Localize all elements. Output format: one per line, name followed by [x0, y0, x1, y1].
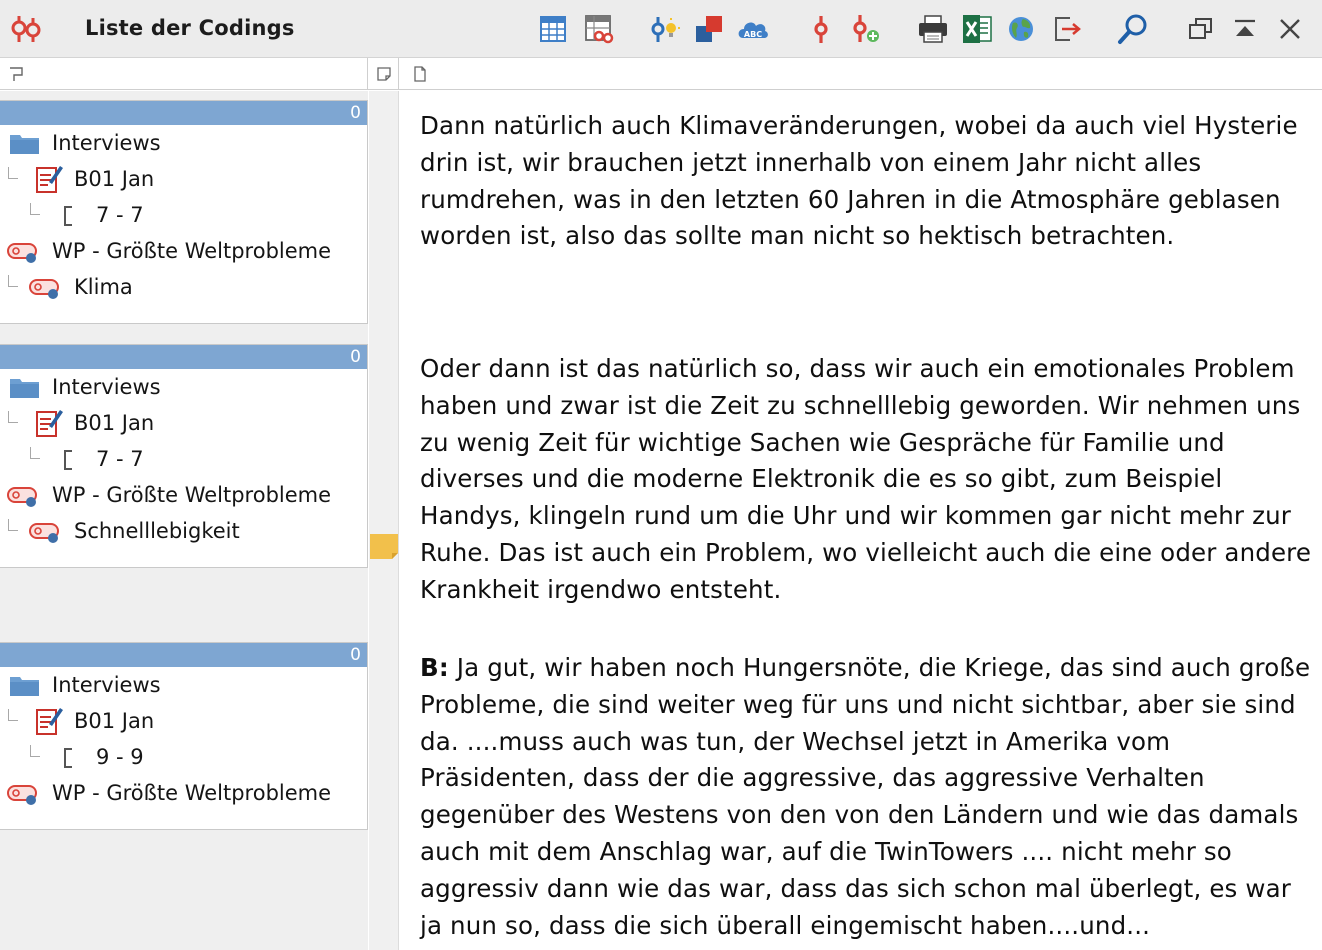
table-codes-button[interactable]	[582, 12, 616, 46]
overlap-squares-icon	[692, 12, 726, 46]
code-tag-icon	[29, 276, 61, 300]
folder-row	[0, 667, 367, 703]
overlap-button[interactable]	[692, 12, 726, 46]
folder-row	[0, 125, 367, 161]
folder-label: Interviews	[52, 375, 161, 399]
table-view-button[interactable]	[536, 12, 570, 46]
window-title: Liste der Codings	[85, 16, 295, 40]
segment-text: Dann natürlich auch Klimaveränderungen, wobei da auch viel Hysterie drin ist, wir brauchen jetzt innerhalb von einem Jahr nicht alles rumdrehen, was in den letzten 60 Jahren in die Atmosphäre geblasen worden ist, also das sollte man nicht so hektisch betrachten.	[420, 111, 1298, 251]
print-button[interactable]	[916, 12, 950, 46]
word-cloud-button[interactable]	[736, 12, 770, 46]
document-edit-icon	[33, 408, 65, 438]
add-code-button[interactable]	[848, 12, 882, 46]
search-icon	[1116, 12, 1150, 46]
segment-row	[0, 739, 367, 775]
subcode-row	[0, 513, 367, 549]
segment-row	[0, 441, 367, 477]
segment-bracket-icon	[64, 450, 72, 470]
memo-icon[interactable]	[370, 531, 398, 559]
document-edit-icon	[33, 706, 65, 736]
code-tag-icon	[7, 484, 39, 508]
document-row	[0, 161, 367, 197]
segment-text-body: Ja gut, wir haben noch Hungersnöte, die Kriege, das sind auch große Probleme, die sind weiter weg für uns und nicht sichtbar, aber sie sind da. ....muss auch was tun, der Wechsel jetzt in Amerika vom Präsidenten, dass der die aggressive, das aggressive Verhalten gegenüber des Westens von den von den Ländern und wie das damals auch mit dem Anschlag war, auf die TwinTowers .... nicht mehr so aggressiv dann wie das war, dass das sich schon mal überlegt, es war ja nun so, dass die sich überall eingemischt haben....und...	[420, 653, 1311, 940]
coding-weight-header: 0	[0, 643, 367, 667]
code-add-icon	[848, 12, 882, 46]
code-tag-icon	[29, 520, 61, 544]
subcode-label: Schnelllebigkeit	[74, 519, 240, 543]
document-row	[0, 703, 367, 739]
export-web-button[interactable]	[1004, 12, 1038, 46]
subcode-label: Klima	[74, 275, 133, 299]
parent-code-row	[0, 477, 367, 513]
excel-icon	[960, 12, 994, 46]
coding-list-panel	[0, 91, 368, 950]
highlight-button[interactable]	[648, 12, 682, 46]
folder-icon	[9, 376, 41, 400]
coding-filter-field[interactable]	[0, 58, 368, 90]
table-icon	[536, 12, 570, 46]
search-button[interactable]	[1116, 12, 1150, 46]
folder-row	[0, 369, 367, 405]
parent-code-label: WP - Größte Weltprobleme	[52, 483, 332, 507]
segment-row	[0, 197, 367, 233]
segment-range: 9 - 9	[96, 745, 144, 769]
document-row	[0, 405, 367, 441]
close-icon	[1273, 12, 1307, 46]
title-bar	[0, 0, 1322, 58]
minimize-panel-button[interactable]	[1228, 12, 1262, 46]
folder-label: Interviews	[52, 131, 161, 155]
folder-icon	[9, 674, 41, 698]
segment-bracket-icon	[64, 748, 72, 768]
parent-code-label: WP - Größte Weltprobleme	[52, 781, 332, 805]
undock-button[interactable]	[1184, 12, 1218, 46]
memo-filter-field[interactable]	[369, 58, 399, 90]
memo-gutter	[369, 91, 399, 950]
table-codes-icon	[582, 12, 616, 46]
text-filter-field[interactable]	[400, 58, 1322, 90]
segment-bracket-icon	[64, 206, 72, 226]
document-label: B01 Jan	[74, 709, 155, 733]
parent-code-row	[0, 233, 367, 269]
segment-range: 7 - 7	[96, 447, 144, 471]
filter-row	[0, 58, 1322, 90]
coding-card[interactable]	[0, 100, 368, 324]
export-excel-button[interactable]	[960, 12, 994, 46]
app-codings-icon	[10, 14, 42, 44]
printer-icon	[916, 12, 950, 46]
folder-icon	[9, 132, 41, 156]
globe-icon	[1004, 12, 1038, 46]
speaker-label: B:	[420, 653, 449, 682]
folder-label: Interviews	[52, 673, 161, 697]
memo-outline-icon	[376, 66, 392, 82]
export-arrow-icon	[1050, 12, 1084, 46]
segment-text: Oder dann ist das natürlich so, dass wir auch ein emotionales Problem haben und zwar ist die Zeit zu schnelllebig geworden. Wir nehmen uns zu wenig Zeit für wichtige Sachen wie Gespräche für Familie und diverses und die moderne Elektronik die es so gibt, zum Beispiel Handys, klingeln rund um die Uhr und wir kommen gar nicht mehr zur Ruhe. Das ist auch ein Problem, wo vielleicht auch die eine oder andere Krankheit irgendwo entsteht.	[420, 354, 1312, 604]
document-outline-icon	[412, 66, 428, 82]
coded-text-pane[interactable]	[400, 91, 1322, 950]
parent-code-label: WP - Größte Weltprobleme	[52, 239, 332, 263]
segment-text	[420, 650, 1315, 944]
subcode-row	[0, 269, 367, 305]
coding-card[interactable]	[0, 642, 368, 830]
code-button[interactable]	[804, 12, 838, 46]
document-edit-icon	[33, 164, 65, 194]
code-tag-icon	[7, 240, 39, 264]
coding-weight-header: 0	[0, 345, 367, 369]
flag-icon	[8, 66, 24, 82]
code-tag-icon	[7, 782, 39, 806]
window-undock-icon	[1184, 12, 1218, 46]
segment-range: 7 - 7	[96, 203, 144, 227]
collapse-up-icon	[1228, 12, 1262, 46]
document-label: B01 Jan	[74, 411, 155, 435]
svg-text:ABC: ABC	[743, 30, 763, 39]
coding-card[interactable]	[0, 344, 368, 568]
export-button[interactable]	[1050, 12, 1084, 46]
abc-cloud-icon	[736, 12, 770, 46]
lightbulb-code-icon	[648, 12, 682, 46]
code-icon	[804, 12, 838, 46]
close-button[interactable]	[1273, 12, 1307, 46]
parent-code-row	[0, 775, 367, 811]
document-label: B01 Jan	[74, 167, 155, 191]
coding-weight-header: 0	[0, 101, 367, 125]
